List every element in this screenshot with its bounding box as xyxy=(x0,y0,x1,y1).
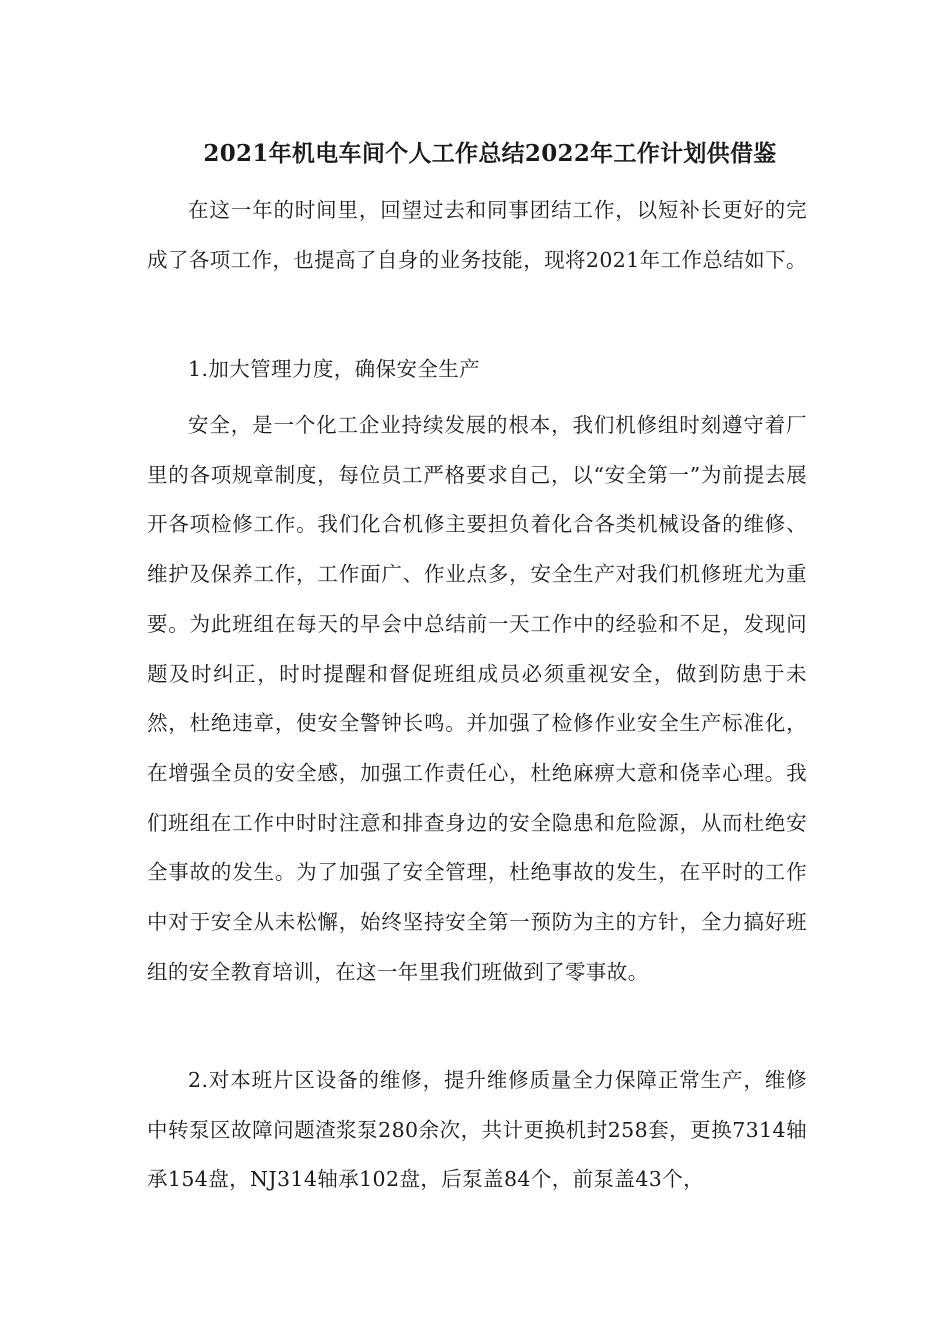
section-heading-1: 1.加大管理力度，确保安全生产 xyxy=(188,357,481,381)
safety-paragraph: 安全，是一个化工企业持续发展的根本，我们机修组时刻遵守着厂里的各项规章制度，每位员工严格要求自己，以“安全第一”为前提去展开各项检修工作。我们化合机修主要担负着化合各类机械设备的维修、维护及保养工作，工作面广、作业点多，安全生产对我们机修班尤为重要。为此班组在每天的早会中总结前一天工作中的经验和不足，发现问题及时纠正，时时提醒和督促班组成员必须重视安全，做到防患于未然，杜绝违章，使安全警钟长鸣。并加强了检修作业安全生产标准化，在增强全员的安全感，加强工作责任心，杜绝麻痹大意和侥幸心理。我们班组在工作中时时注意和排查身边的安全隐患和危险源，从而杜绝安全事故的发生。为了加强了安全管理，杜绝事故的发生，在平时的工作中对于安全从未松懈，始终坚持安全第一预防为主的方针，全力搞好班组的安全教育培训，在这一年里我们班做到了零事故。 xyxy=(147,413,807,984)
document-title: 2021年机电车间个人工作总结2022年工作计划供借鉴 xyxy=(203,140,777,167)
maintenance-paragraph: 2.对本班片区设备的维修，提升维修质量全力保障正常生产，维修中转泵区故障问题渣浆泵280余次，共计更换机封258套，更换7314轴承154盘，NJ314轴承102盘，后泵盖84个，前泵盖43个， xyxy=(147,1068,807,1192)
intro-paragraph: 在这一年的时间里，回望过去和同事团结工作，以短补长更好的完成了各项工作，也提高了自身的业务技能，现将2021年工作总结如下。 xyxy=(147,198,807,272)
